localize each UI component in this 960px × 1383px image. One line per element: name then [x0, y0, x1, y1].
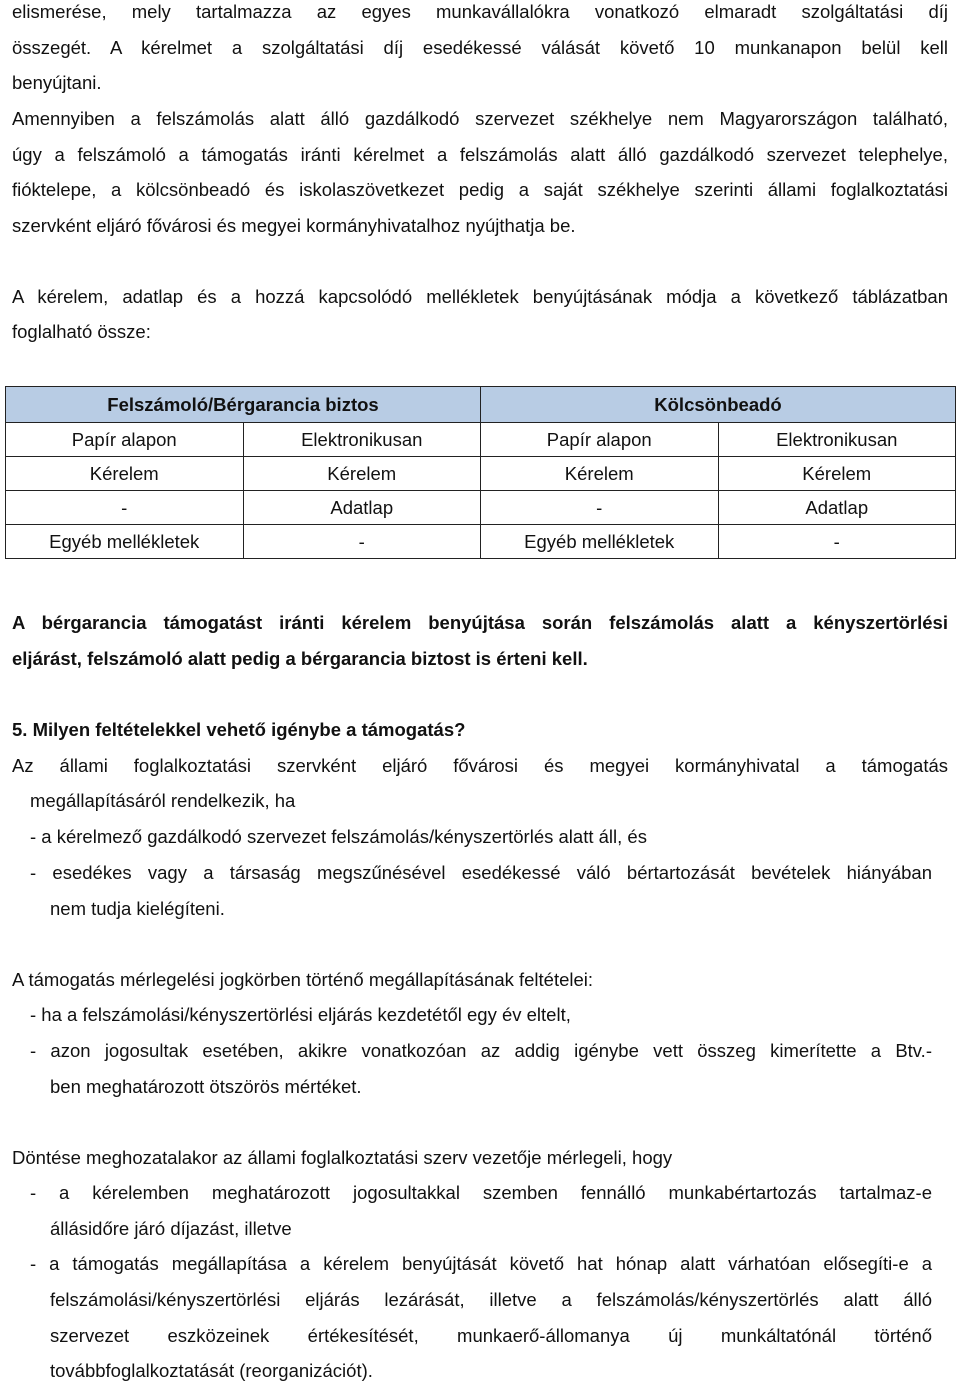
subheader-cell: Papír alapon: [6, 423, 244, 457]
subheader-cell: Elektronikusan: [243, 423, 481, 457]
list-item-continuation: szervezet eszközeinek értékesítését, munkaerő-állomanya új munkáltatónál történő: [50, 1325, 932, 1346]
list-item-continuation: nem tudja kielégíteni.: [50, 898, 225, 919]
text-line: szervként eljáró fővárosi és megyei kormányhivatalhoz nyújthatja be.: [12, 215, 576, 236]
text-line: Amennyiben a felszámolás alatt álló gazdálkodó szervezet székhelye nem Magyarországon található,: [12, 108, 948, 129]
text-line: A kérelem, adatlap és a hozzá kapcsolódó mellékletek benyújtásának módja a következő táblázatban: [12, 286, 948, 307]
table-row: [6, 525, 956, 559]
table-subheader-row: [6, 423, 956, 457]
list-item-continuation: továbbfoglalkoztatását (reorganizációt).: [50, 1360, 373, 1381]
text-line: úgy a felszámoló a támogatás iránti kérelmet a felszámolás alatt álló gazdálkodó szervezet telephelye,: [12, 144, 948, 165]
section-heading: 5. Milyen feltételekkel vehető igénybe a támogatás?: [12, 719, 466, 740]
text-line: Az állami foglalkoztatási szervként eljáró fővárosi és megyei kormányhivatal a támogatás: [12, 755, 948, 776]
list-item: - a kérelemben meghatározott jogosultakkal szemben fennálló munkabértartozás tartalmaz-e: [30, 1182, 932, 1203]
list-item: - ha a felszámolási/kényszertörlési eljárás kezdetétől egy év eltelt,: [30, 1004, 571, 1025]
list-item: - esedékes vagy a társaság megszűnésével esedékessé váló bértartozását bevételek hiányában: [30, 862, 932, 883]
table-row: [6, 491, 956, 525]
list-item-continuation: felszámolási/kényszertörlési eljárás lezárását, illetve a felszámolás/kényszertörlés alatt álló: [50, 1289, 932, 1310]
table-cell: Adatlap: [243, 491, 481, 525]
bold-note-line: A bérgarancia támogatást iránti kérelem benyújtása során felszámolás alatt a kényszertörlési: [12, 612, 948, 633]
subheader-cell: Elektronikusan: [718, 423, 956, 457]
table-cell: Kérelem: [6, 457, 244, 491]
list-item: - azon jogosultak esetében, akikre vonatkozóan az addig igénybe vett összeg kimerítette a Btv.-: [30, 1040, 932, 1061]
table-cell: -: [243, 525, 481, 559]
subheader-cell: Papír alapon: [481, 423, 719, 457]
table-cell: Kérelem: [243, 457, 481, 491]
text-line: összegét. A kérelmet a szolgáltatási díj esedékessé válását követő 10 munkanapon belül kell: [12, 37, 948, 58]
table-cell: Egyéb mellékletek: [6, 525, 244, 559]
text-line: foglalható össze:: [12, 321, 151, 342]
list-item: - a támogatás megállapítása a kérelem benyújtását követő hat hónap alatt várhatóan elősegíti-e a: [30, 1253, 932, 1274]
table-cell: Kérelem: [481, 457, 719, 491]
group-header-liquidator: Felszámoló/Bérgarancia biztos: [6, 387, 481, 423]
group-header-lender: Kölcsönbeadó: [481, 387, 956, 423]
text-line: elismerése, mely tartalmazza az egyes munkavállalókra vonatkozó elmaradt szolgáltatási díj: [12, 1, 948, 22]
text-line: Döntése meghozatalakor az állami foglalkoztatási szerv vezetője mérlegeli, hogy: [12, 1147, 673, 1168]
table-cell: -: [6, 491, 244, 525]
table-group-header-row: [6, 387, 956, 423]
table-cell: Egyéb mellékletek: [481, 525, 719, 559]
list-item-continuation: ben meghatározott ötszörös mértéket.: [50, 1076, 362, 1097]
text-line: A támogatás mérlegelési jogkörben történő megállapításának feltételei:: [12, 969, 594, 990]
bold-note-line: eljárást, felszámoló alatt pedig a bérgarancia biztost is érteni kell.: [12, 648, 588, 669]
table-row: [6, 457, 956, 491]
table-cell: -: [481, 491, 719, 525]
table-cell: Kérelem: [718, 457, 956, 491]
submission-method-table: [5, 386, 956, 559]
text-line: benyújtani.: [12, 72, 102, 93]
table-cell: -: [718, 525, 956, 559]
list-item: - a kérelmező gazdálkodó szervezet felszámolás/kényszertörlés alatt áll, és: [30, 826, 647, 847]
text-line: fióktelepe, a kölcsönbeadó és iskolaszövetkezet pedig a saját székhelye szerinti állami foglalkoztatási: [12, 179, 948, 200]
list-item-continuation: állásidőre járó díjazást, illetve: [50, 1218, 292, 1239]
table-cell: Adatlap: [718, 491, 956, 525]
text-line: megállapításáról rendelkezik, ha: [30, 790, 296, 811]
